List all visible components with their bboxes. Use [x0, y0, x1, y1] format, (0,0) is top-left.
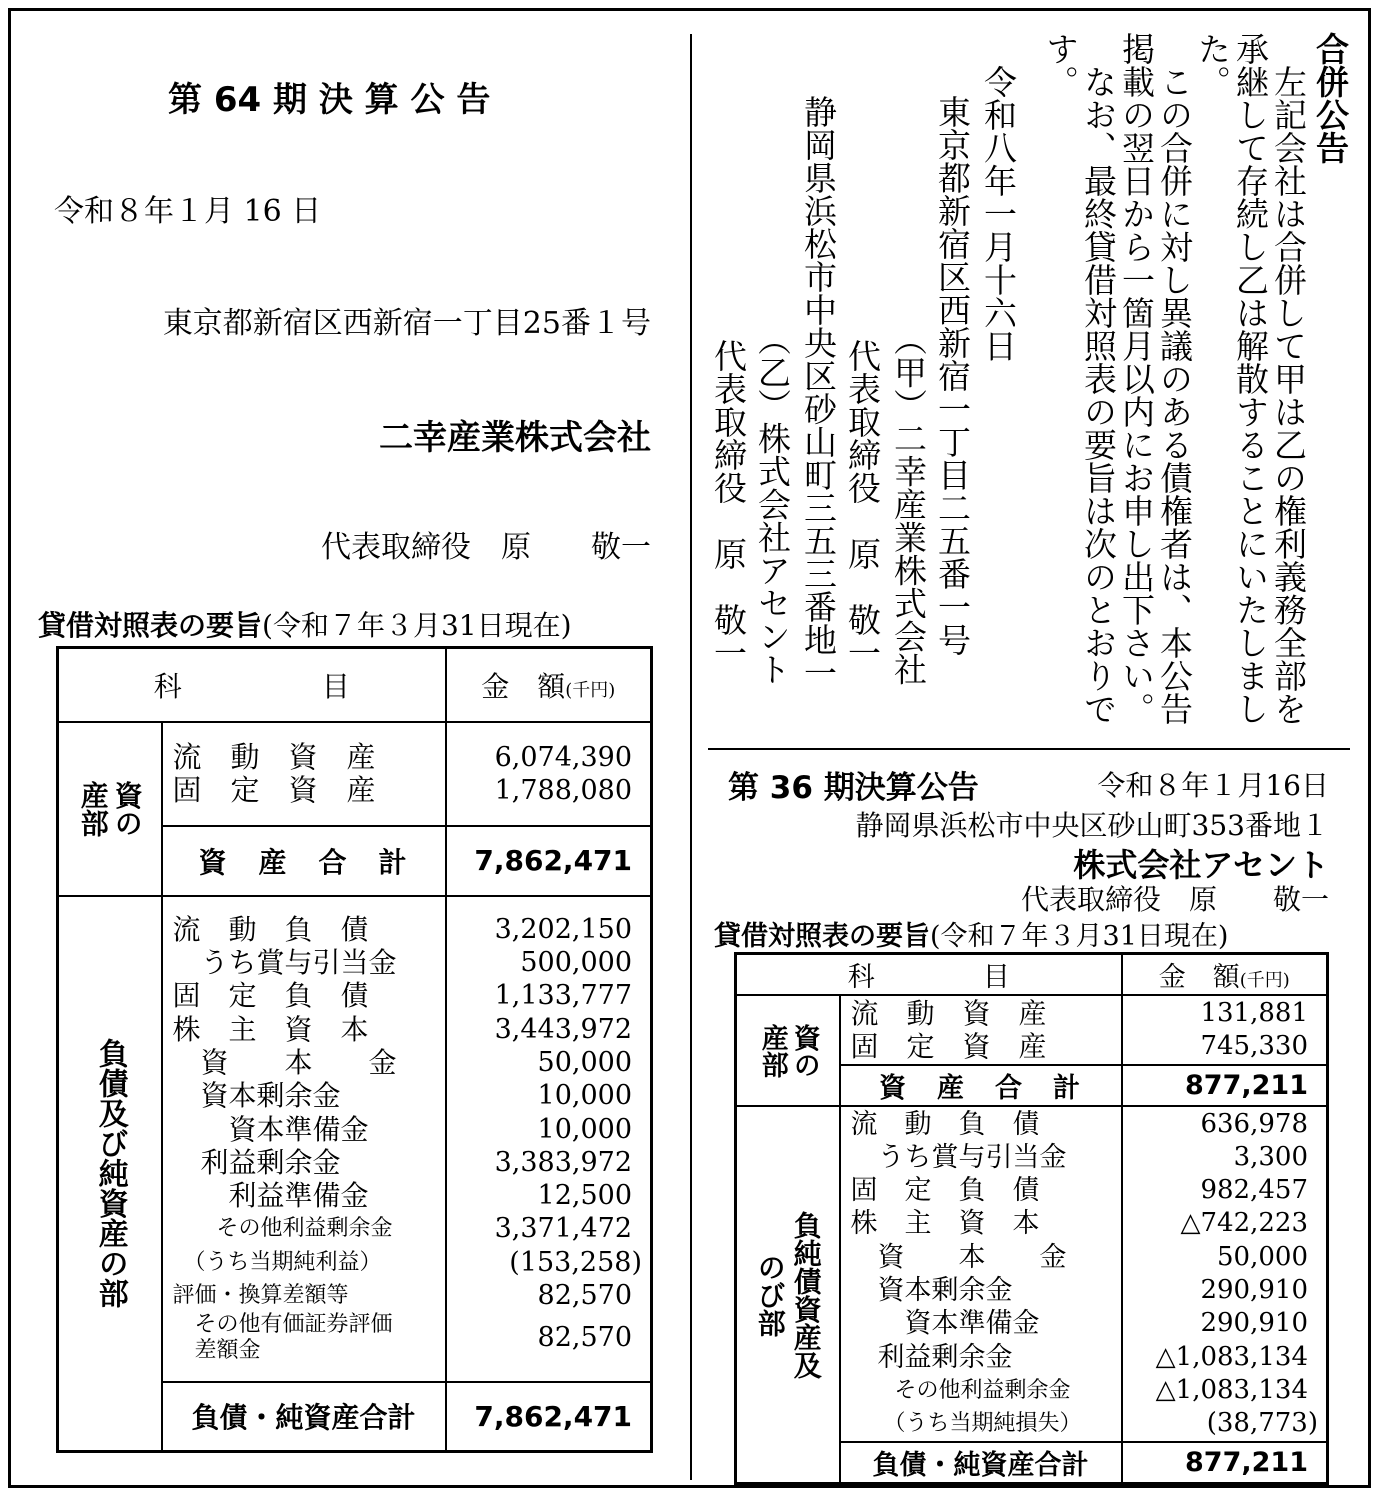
right-liab-item-0: 流 動 負 債 — [850, 1108, 1040, 1140]
right-liab-item-3: 株 主 資 本 — [850, 1208, 1040, 1240]
left-liab-value-9: 3,371,472 — [494, 1213, 633, 1245]
left-liab-item-9: その他利益剰余金 — [172, 1216, 393, 1242]
merger-line-2: た。 — [1193, 32, 1232, 98]
right-liab-item-9: （うち当期純損失） — [850, 1411, 1082, 1437]
right-assets-section: 資の産部 — [756, 1023, 820, 1078]
left-liab-section: 負債及び純資産の部 — [92, 1038, 128, 1309]
left-col-amount: 金 額 — [481, 669, 566, 703]
left-bs-heading: 貸借対照表の要旨 — [38, 609, 263, 642]
left-notice-date: 令和８年１月 16 日 — [54, 194, 322, 229]
left-liab-item-11: 評価・換算差額等 — [172, 1282, 349, 1308]
right-liab-section: 負純債資産及のび部 — [753, 1210, 823, 1379]
right-col-subject: 科 目 — [736, 954, 1122, 996]
merger-line-11: 静岡県浜松市中央区砂山町三五三番地一 — [799, 62, 838, 689]
left-asset-item-1: 固 定 資 産 — [172, 772, 376, 807]
right-company-address: 静岡県浜松市中央区砂山町353番地１ — [855, 809, 1329, 842]
left-liab-item-13: 差額金 — [172, 1338, 261, 1364]
right-col-amount: 金 額 — [1158, 962, 1240, 993]
left-assets-total-value: 7,862,471 — [446, 826, 652, 896]
right-asset-item-1: 固 定 資 産 — [850, 1030, 1047, 1063]
right-asset-value-0: 131,881 — [1200, 998, 1308, 1028]
right-liab-value-6: 290,910 — [1200, 1308, 1308, 1339]
left-liab-value-0: 3,202,150 — [494, 913, 633, 945]
left-bs-asof: (令和７年３月31日現在) — [262, 609, 572, 642]
right-liab-value-2: 982,457 — [1200, 1175, 1308, 1206]
left-liab-item-12: その他有価証券評価 — [172, 1312, 393, 1338]
right-liab-total-value: 877,211 — [1122, 1442, 1328, 1484]
left-company-address: 東京都新宿区西新宿一丁目25番１号 — [162, 306, 651, 341]
left-liab-value-11: 82,570 — [537, 1279, 633, 1311]
left-liab-total-value: 7,862,471 — [446, 1382, 652, 1452]
right-liab-total-label: 負債・純資産合計 — [840, 1442, 1122, 1484]
right-bs-asof: (令和７年３月31日現在) — [930, 921, 1229, 952]
right-asset-item-0: 流 動 資 産 — [850, 997, 1047, 1030]
left-assets-items — [162, 722, 446, 826]
merger-line-12: （乙）株式会社アセント — [753, 306, 792, 686]
merger-line-0: 左記会社は合併して甲は乙の権利義務全部を — [1269, 32, 1308, 725]
left-liab-value-10: (153,258) — [509, 1246, 643, 1278]
merger-line-9: （甲）二幸産業株式会社 — [889, 306, 928, 686]
merger-line-5: なお、最終貸借対照表の要旨は次のとおりで — [1079, 32, 1118, 725]
right-liab-value-8: △1,083,134 — [1155, 1374, 1308, 1405]
right-liab-section-cell — [736, 1106, 840, 1484]
left-liab-item-8: 利益準備金 — [172, 1179, 369, 1213]
right-liab-value-9: (38,773) — [1206, 1408, 1318, 1439]
left-liab-value-5: 10,000 — [537, 1080, 633, 1112]
left-liab-item-6: 資本準備金 — [172, 1112, 369, 1146]
right-liab-value-0: 636,978 — [1200, 1108, 1308, 1139]
left-liab-item-1: うち賞与引当金 — [172, 946, 397, 980]
right-bs-heading-line — [714, 914, 1228, 953]
left-col-amount-header — [446, 648, 652, 722]
merger-line-8: 東京都新宿区西新宿一丁目二五番一号 — [933, 62, 972, 656]
left-liab-item-7: 利益剰余金 — [172, 1145, 341, 1179]
left-liab-value-2: 1,133,777 — [494, 980, 633, 1012]
right-notice-title: 第 36 期決算公告 — [728, 770, 979, 806]
left-notice-title: 第 64 期 決 算 公 告 — [168, 80, 491, 120]
right-liab-item-1: うち賞与引当金 — [850, 1141, 1067, 1173]
merger-line-4: 掲載の翌日から一箇月以内にお申し出下さい。 — [1117, 32, 1156, 725]
merger-line-3: この合併に対し異議のある債権者は、本公告 — [1155, 32, 1194, 725]
left-assets-section: 資の産部 — [76, 780, 144, 837]
left-company-name: 二幸産業株式会社 — [379, 418, 651, 458]
left-liab-items — [162, 896, 446, 1382]
right-assets-section-cell — [736, 995, 840, 1106]
left-asset-value-0: 6,074,390 — [494, 741, 633, 773]
left-assets-values — [446, 722, 652, 826]
right-liab-values — [1122, 1106, 1328, 1442]
right-notice-date: 令和８年１月16日 — [1097, 769, 1329, 802]
left-liab-item-10: （うち当期純利益） — [172, 1249, 382, 1275]
right-liab-value-4: 50,000 — [1217, 1241, 1308, 1272]
right-liab-item-6: 資本準備金 — [850, 1308, 1040, 1340]
right-balance-sheet — [734, 952, 1329, 1485]
right-liab-value-5: 290,910 — [1200, 1275, 1308, 1305]
left-liab-item-2: 固 定 負 債 — [172, 979, 369, 1013]
merger-line-6: す。 — [1041, 32, 1080, 98]
left-liab-value-4: 50,000 — [537, 1046, 633, 1078]
right-bs-heading: 貸借対照表の要旨 — [714, 921, 930, 952]
left-col-subject: 科 目 — [58, 648, 446, 722]
right-asset-value-1: 745,330 — [1200, 1031, 1308, 1061]
left-liab-item-0: 流 動 負 債 — [172, 912, 369, 946]
merger-line-13: 代表取締役 原 敬一 — [709, 306, 748, 669]
merger-line-10: 代表取締役 原 敬一 — [843, 306, 882, 669]
left-liab-value-12: 82,570 — [537, 1322, 633, 1354]
right-liab-items — [840, 1106, 1122, 1442]
left-liab-values — [446, 896, 652, 1382]
left-assets-section-cell — [58, 722, 162, 896]
right-liab-value-1: 3,300 — [1233, 1141, 1308, 1172]
left-liab-value-3: 3,443,972 — [494, 1013, 633, 1045]
left-asset-value-1: 1,788,080 — [494, 774, 633, 806]
left-liab-value-7: 3,383,972 — [494, 1146, 633, 1178]
vertical-divider — [690, 34, 692, 1480]
right-assets-items — [840, 995, 1122, 1065]
right-col-unit: (千円) — [1239, 970, 1290, 991]
horizontal-divider — [708, 748, 1350, 750]
left-asset-item-0: 流 動 資 産 — [172, 739, 376, 774]
left-bs-heading-line — [38, 604, 572, 644]
right-liab-item-5: 資本剰余金 — [850, 1275, 1013, 1306]
right-col-amount-header — [1122, 954, 1328, 996]
right-liab-item-4: 資 本 金 — [850, 1241, 1067, 1273]
left-liab-value-1: 500,000 — [520, 947, 633, 979]
left-liab-value-8: 12,500 — [537, 1180, 633, 1212]
left-liab-item-4: 資 本 金 — [172, 1045, 397, 1079]
left-liab-item-5: 資本剰余金 — [172, 1079, 341, 1113]
left-liab-section-cell — [58, 896, 162, 1452]
right-assets-values — [1122, 995, 1328, 1065]
right-liab-value-7: △1,083,134 — [1155, 1341, 1308, 1372]
merger-line-1: 承継して存続し乙は解散することにいたしまし — [1231, 32, 1270, 725]
right-assets-total-value: 877,211 — [1122, 1065, 1328, 1106]
left-liab-total-label: 負債・純資産合計 — [162, 1382, 446, 1452]
right-liab-item-8: その他利益剰余金 — [850, 1377, 1071, 1403]
left-balance-sheet — [56, 646, 653, 1453]
merger-heading: 合併公告 — [1311, 32, 1350, 164]
right-assets-total-label: 資 産 合 計 — [840, 1065, 1122, 1106]
right-company-name: 株式会社アセント — [1073, 846, 1329, 884]
left-representative: 代表取締役 原 敬一 — [321, 530, 651, 565]
left-col-unit: (千円) — [565, 679, 616, 701]
right-liab-item-7: 利益剰余金 — [850, 1341, 1013, 1373]
left-liab-value-6: 10,000 — [537, 1113, 633, 1145]
merger-line-7: 令和八年一月十六日 — [979, 32, 1018, 362]
left-liab-item-3: 株 主 資 本 — [172, 1012, 369, 1046]
right-liab-value-3: △742,223 — [1180, 1208, 1308, 1239]
left-assets-total-label: 資 産 合 計 — [162, 826, 446, 896]
right-representative: 代表取締役 原 敬一 — [1020, 883, 1329, 916]
right-liab-item-2: 固 定 負 債 — [850, 1175, 1040, 1207]
